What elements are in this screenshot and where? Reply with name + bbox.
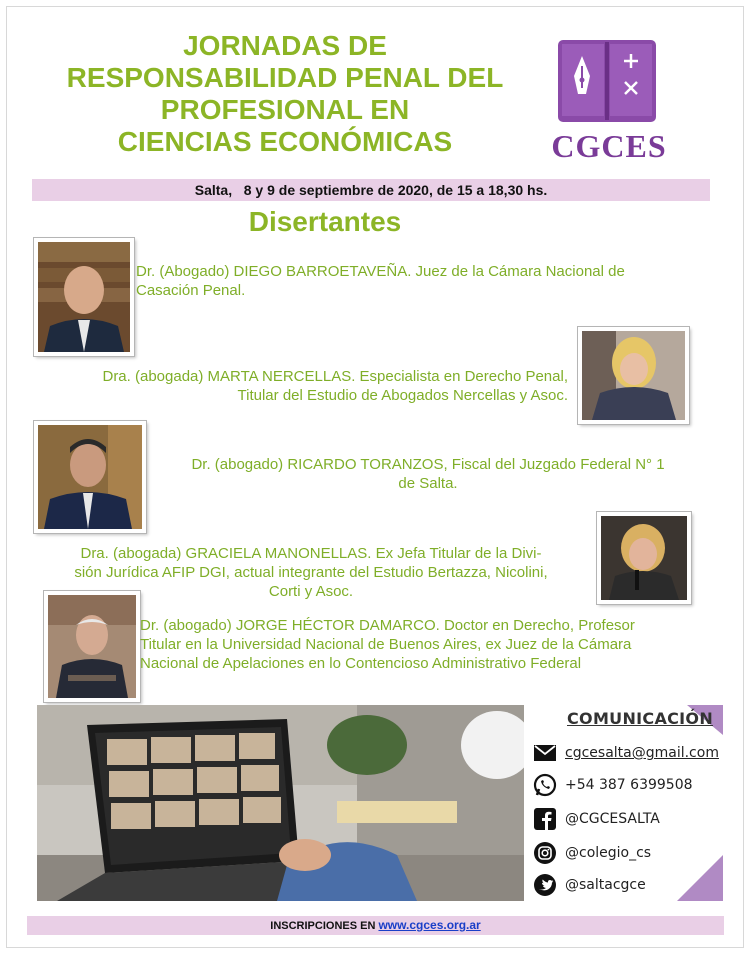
speaker-line: Nacional de Apelaciones en lo Contencioso Administrativo Federal	[140, 655, 582, 672]
speaker-photo	[34, 421, 146, 533]
speaker-text	[154, 455, 702, 493]
speaker-line: Corti y Asoc.	[268, 583, 354, 600]
speaker-photo	[597, 512, 691, 604]
speaker-line: Titular del Estudio de Abogados Nercellas y Asoc.	[237, 387, 568, 404]
speaker-line: Dra. (abogada) GRACIELA MANONELLAS. Ex Jefa Titular de la Divi-	[80, 545, 542, 562]
speaker-line: Dr. (Abogado) DIEGO BARROETAVEÑA. Juez de la Cámara Nacional de	[136, 263, 625, 280]
whatsapp-text: +54 387 6399508	[565, 777, 693, 793]
facebook-text: @CGCESALTA	[565, 811, 660, 827]
facebook-icon	[533, 807, 557, 831]
bottom-section	[37, 705, 723, 901]
instagram-text: @colegio_cs	[565, 845, 652, 861]
event-title	[40, 30, 530, 158]
title-line: CIENCIAS ECONÓMICAS	[117, 126, 453, 157]
cgces-logo	[548, 36, 670, 164]
logo-text: CGCES	[551, 128, 667, 164]
contact-instagram[interactable]	[533, 841, 651, 865]
whatsapp-icon	[533, 773, 557, 797]
contact-whatsapp[interactable]	[533, 773, 693, 797]
speaker-line: Dr. (abogado) JORGE HÉCTOR DAMARCO. Doctor en Derecho, Profesor	[140, 617, 635, 634]
date-line: Salta, 8 y 9 de septiembre de 2020, de 15 a 18,30 hs.	[32, 179, 710, 201]
speaker-text	[140, 616, 710, 673]
speaker-line: Dr. (abogado) RICARDO TORANZOS, Fiscal del Juzgado Federal N° 1	[191, 456, 665, 473]
title-line: PROFESIONAL EN	[160, 94, 410, 125]
contact-twitter[interactable]	[533, 873, 646, 897]
inscriptions-link[interactable]: www.cgces.org.ar	[378, 918, 481, 932]
twitter-text: @saltacgce	[565, 877, 646, 893]
speaker-line: de Salta.	[398, 475, 458, 492]
contact-email[interactable]	[533, 741, 719, 765]
speaker-line: Casación Penal.	[136, 282, 246, 299]
speaker-photo	[34, 238, 134, 356]
speaker-photo	[578, 327, 689, 424]
section-title: Disertantes	[248, 206, 402, 237]
inscriptions-band	[27, 916, 724, 935]
instagram-icon	[533, 841, 557, 865]
twitter-icon	[533, 873, 557, 897]
speaker-line: Dra. (abogada) MARTA NERCELLAS. Especialista en Derecho Penal,	[102, 368, 568, 385]
contact-facebook[interactable]	[533, 807, 660, 831]
speaker-text	[36, 367, 568, 405]
panel-decoration	[527, 705, 723, 901]
laptop-videoconference-image	[37, 705, 524, 901]
title-line: RESPONSABILIDAD PENAL DEL	[66, 62, 504, 93]
speaker-text	[136, 262, 696, 300]
title-line: JORNADAS DE	[183, 30, 387, 61]
communication-panel	[527, 705, 723, 901]
speaker-photo	[44, 591, 140, 702]
email-icon	[533, 741, 557, 765]
email-text[interactable]: cgcesalta@gmail.com	[565, 745, 719, 761]
communication-title: COMUNICACIÓN	[567, 709, 714, 728]
speaker-line: Titular en la Universidad Nacional de Buenos Aires, ex Juez de la Cámara	[140, 636, 632, 653]
speaker-line: sión Jurídica AFIP DGI, actual integrante del Estudio Bertazza, Nicolini,	[74, 564, 548, 581]
inscriptions-label: INSCRIPCIONES EN	[270, 920, 376, 932]
book-icon	[548, 36, 670, 128]
